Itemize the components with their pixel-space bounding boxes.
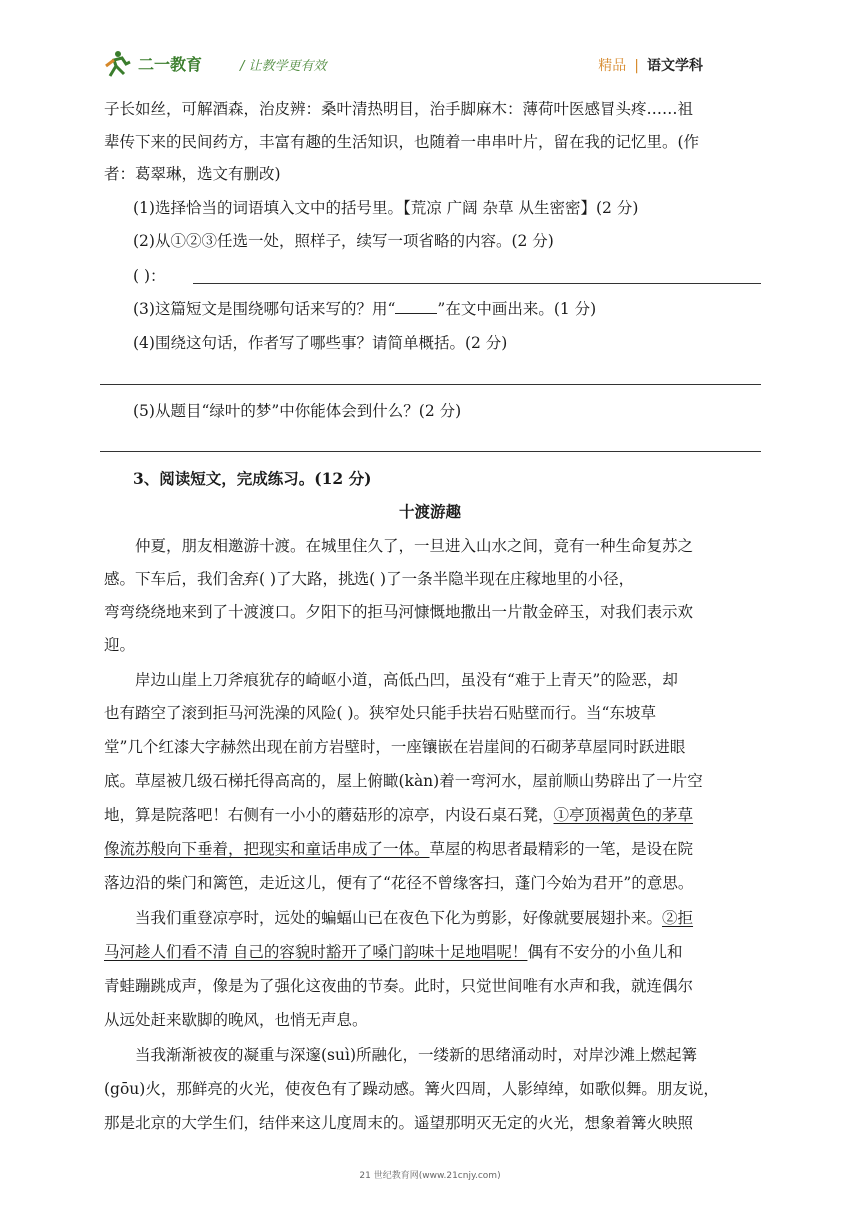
dotted-word: 挑选 xyxy=(338,570,370,588)
paragraph-line: 马河趁人们看不清 自己的容貌时豁开了嗓门韵味十足地唱呢！偶有不安分的小鱼儿和 xyxy=(104,943,683,961)
paragraph-line: 感。下车后，我们舍弃( )了大路，挑选( )了一条半隐半现在庄稼地里的小径， xyxy=(104,570,635,588)
underline-sample xyxy=(395,299,437,314)
passage-title: 十渡游趣 xyxy=(398,502,461,521)
passage-line: 辈传下来的民间药方，丰富有趣的生活知识，也随着一串串叶片，留在我的记忆里。(作 xyxy=(104,133,700,151)
paragraph-line: 地，算是院落吧！右侧有一小小的蘑菇形的凉亭，内设石桌石凳，①亭顶褐黄色的茅草 xyxy=(104,806,694,824)
dotted-word: 险 xyxy=(321,704,337,722)
paragraph-line: 岸边山崖上刀斧痕犹存的崎岖小道，高低凸凹，虽没有“难于上青天”的险恶，却 xyxy=(135,671,678,689)
runner-icon xyxy=(106,51,130,76)
paragraph-line: 仲夏，朋友相邀游十渡。在城里住久了，一旦进入山水之间，竟有一种生命复苏之 xyxy=(135,537,694,555)
underlined-sentence-2: 马河趁人们看不清 自己的容貌时豁开了嗓门韵味十足地唱呢！ xyxy=(104,943,528,961)
page-footer: 21 世纪教育网(www.21cnjy.com) xyxy=(359,1171,501,1181)
question-5: (5)从题目“绿叶的梦”中你能体会到什么？(2 分) xyxy=(133,402,462,420)
subject-label: 语文学科 xyxy=(647,58,703,74)
paragraph-line: 弯弯绕绕地来到了十渡渡口。夕阳下的拒马河慷慨地撒出一片散金碎玉，对我们表示欢 xyxy=(104,603,694,621)
section-heading: 3、阅读短文，完成练习。(12 分) xyxy=(133,469,372,488)
question-3-text-a: (3)这篇短文是围绕哪句话来写的？用“ xyxy=(133,300,396,318)
logo-text: 二一教育 xyxy=(138,55,203,74)
answer-line[interactable] xyxy=(193,283,761,284)
paragraph-line: 从远处赶来歇脚的晚风，也悄无声息。 xyxy=(104,1011,368,1029)
header-right xyxy=(598,55,703,75)
answer-line[interactable] xyxy=(100,384,761,385)
dotted-word: 舍弃 xyxy=(228,570,260,588)
paragraph-line: 当我们重登凉亭时，远处的蝙蝠山已在夜色下化为剪影，好像就要展翅扑来。②拒 xyxy=(135,909,694,927)
passage-line: 者：葛翠琳，选文有删改) xyxy=(104,165,281,183)
paragraph-line: (gōu)火，那鲜亮的火光，使夜色有了躁动感。篝火四周，人影绰绰，如歌似舞。朋友说， xyxy=(104,1080,719,1098)
question-1: (1)选择恰当的词语填入文中的括号里。【荒凉 广阔 杂草 从生密密】(2 分) xyxy=(133,199,639,217)
page-header xyxy=(0,0,860,90)
paragraph-line: 当我渐渐被夜的凝重与深邃(suì)所融化，一缕新的思绪涌动时，对岸沙滩上燃起篝 xyxy=(135,1046,697,1064)
underlined-sentence-2: ②拒 xyxy=(662,909,694,927)
paragraph-line: 迎。 xyxy=(104,636,136,654)
question-3-text-b: ”在文中画出来。(1 分) xyxy=(437,300,597,318)
underlined-sentence-1: ①亭顶褐黄色的茅草 xyxy=(553,806,694,824)
question-2: (2)从①②③任选一处，照样子，续写一项省略的内容。(2 分) xyxy=(133,232,554,250)
question-3 xyxy=(133,293,763,326)
question-4: (4)围绕这句话，作者写了哪些事？请简单概括。(2 分) xyxy=(133,334,508,352)
underlined-sentence-1: 像流苏般向下垂着，把现实和童话串成了一体。 xyxy=(104,840,430,858)
passage-line: 子长如丝，可解酒森，治皮辨：桑叶清热明目，治手脚麻木：薄荷叶医感冒头疼……祖 xyxy=(104,100,694,118)
slogan: / 让教学更有效 xyxy=(240,59,327,74)
paragraph-line: 那是北京的大学生们，结伴来这儿度周末的。遥望那明灭无定的火光，想象着篝火映照 xyxy=(104,1114,694,1132)
paragraph-line: 堂”几个红漆大字赫然出现在前方岩壁时，一座镶嵌在岩崖间的石砌茅草屋同时跃进眼 xyxy=(104,738,686,756)
header-divider: | xyxy=(634,58,639,74)
paragraph-line: 青蛙蹦跳成声，像是为了强化这夜曲的节奏。此时，只觉世间唯有水声和我，就连偶尔 xyxy=(104,977,694,995)
paragraph-line: 也有踏空了滚到拒马河洗澡的风险( )。狭窄处只能手扶岩石贴壁而行。当“东坡草 xyxy=(104,704,656,722)
paragraph-line: 底。草屋被几级石梯托得高高的，屋上俯瞰(kàn)着一弯河水，屋前顺山势辟出了一片空 xyxy=(104,772,703,790)
paragraph-line: 像流苏般向下垂着，把现实和童话串成了一体。草屋的构思者最精彩的一笔，是设在院 xyxy=(104,840,694,858)
answer-line[interactable] xyxy=(100,451,761,452)
logo xyxy=(104,48,222,80)
quality-label: 精品 xyxy=(598,58,627,74)
paragraph-line: 落边沿的柴门和篱笆，走近这儿，便有了“花径不曾缘客扫，蓬门今始为君开”的意思。 xyxy=(104,874,694,892)
question-2-prefix: ( )： xyxy=(133,267,166,285)
